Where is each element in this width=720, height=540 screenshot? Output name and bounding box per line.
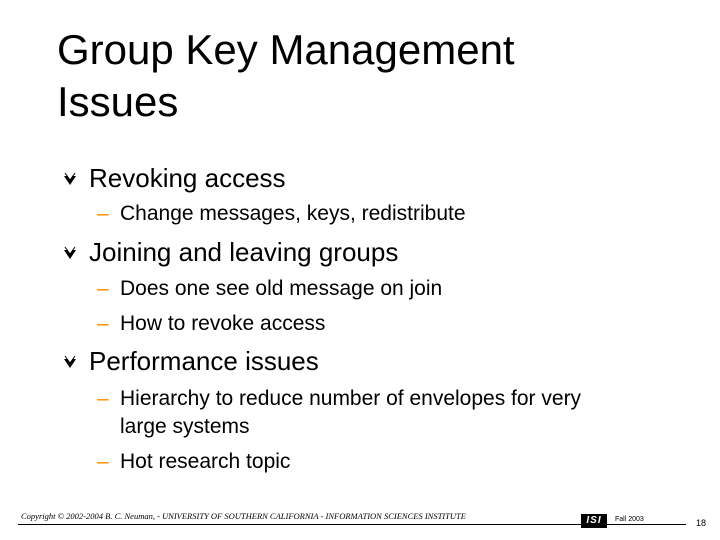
bullet-text: Performance issues [89,346,319,376]
diamond-check-bullet-icon [63,172,77,186]
sub-bullet-text: Hierarchy to reduce number of envelopes for very [120,387,582,410]
sub-bullet-text: Does one see old message on join [120,277,443,300]
sub-bullet-text: Change messages, keys, redistribute [120,202,466,225]
sub-bullet-marker: – [97,277,109,300]
sub-bullet-marker: – [97,450,109,473]
page-number: 18 [696,518,707,528]
bullet-text: Revoking access [89,163,286,193]
bullet-text: Joining and leaving groups [89,237,399,267]
sub-bullet-marker: – [97,312,109,335]
footer-copyright: Copyright © 2002-2004 B. C. Neuman, - UNIVERSITY OF SOUTHERN CALIFORNIA - INFORMATION SCIENCES INSTITUTE [21,511,466,521]
title-line-1: Group Key Management [57,26,515,73]
sub-bullet-text: Hot research topic [120,450,291,473]
slide-title [57,24,657,128]
title-line-2: Issues [57,78,179,125]
sub-bullet-marker: – [97,202,109,225]
sub-bullet-text: How to revoke access [120,312,326,335]
diamond-check-bullet-icon [63,246,77,260]
footer-term: Fall 2003 [615,516,644,523]
diamond-check-bullet-icon [63,355,77,369]
isi-logo: ISI [581,514,607,528]
sub-bullet-text: large systems [120,415,250,438]
sub-bullet-marker: – [97,387,109,410]
